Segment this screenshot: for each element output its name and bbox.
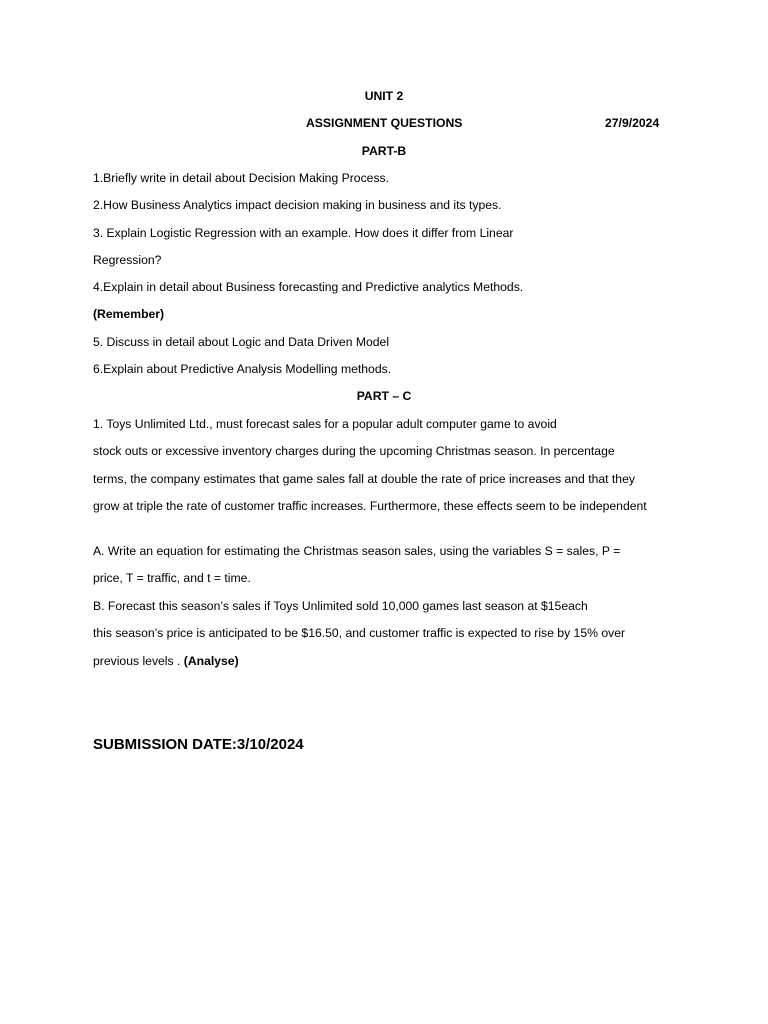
question-c1b-line3-text: previous levels .	[93, 654, 184, 668]
question-b2: 2.How Business Analytics impact decision making in business and its types.	[93, 198, 502, 212]
question-c1-line1: 1. Toys Unlimited Ltd., must forecast sales for a popular adult computer game to avoid	[93, 417, 557, 431]
question-b4: 4.Explain in detail about Business forecasting and Predictive analytics Methods.	[93, 280, 524, 294]
question-b6: 6.Explain about Predictive Analysis Modelling methods.	[93, 362, 392, 376]
question-b3-line1: 3. Explain Logistic Regression with an example. How does it differ from Linear	[93, 226, 514, 240]
question-c1b-line2: this season’s price is anticipated to be $16.50, and customer traffic is expected to rise by 15% over	[93, 626, 626, 640]
question-c1-line2: stock outs or excessive inventory charges during the upcoming Christmas season. In percentage	[93, 444, 615, 458]
question-b5: 5. Discuss in detail about Logic and Data Driven Model	[93, 335, 390, 349]
part-b-heading: PART-B	[361, 144, 407, 158]
question-c1a-line2: price, T = traffic, and t = time.	[93, 571, 251, 585]
question-c1b-line1: B. Forecast this season’s sales if Toys Unlimited sold 10,000 games last season at $15each	[93, 599, 588, 613]
question-b1: 1.Briefly write in detail about Decision Making Process.	[93, 171, 390, 185]
part-c-heading: PART – C	[356, 389, 412, 403]
unit-heading: UNIT 2	[364, 89, 404, 103]
assignment-date: 27/9/2024	[605, 116, 660, 130]
question-b3-line2: Regression?	[93, 253, 162, 267]
submission-date: SUBMISSION DATE:3/10/2024	[93, 736, 304, 753]
question-c1-line4: grow at triple the rate of customer traffic increases. Furthermore, these effects seem to be independent	[93, 499, 647, 513]
analyse-tag: (Analyse)	[183, 654, 239, 668]
question-c1-line3: terms, the company estimates that game sales fall at double the rate of price increases and that they	[93, 472, 635, 486]
remember-tag: (Remember)	[93, 307, 165, 321]
question-c1a-line1: A. Write an equation for estimating the Christmas season sales, using the variables S = sales, P =	[93, 544, 621, 558]
assignment-title: ASSIGNMENT QUESTIONS	[306, 116, 463, 130]
question-c1b-line3	[93, 654, 239, 669]
